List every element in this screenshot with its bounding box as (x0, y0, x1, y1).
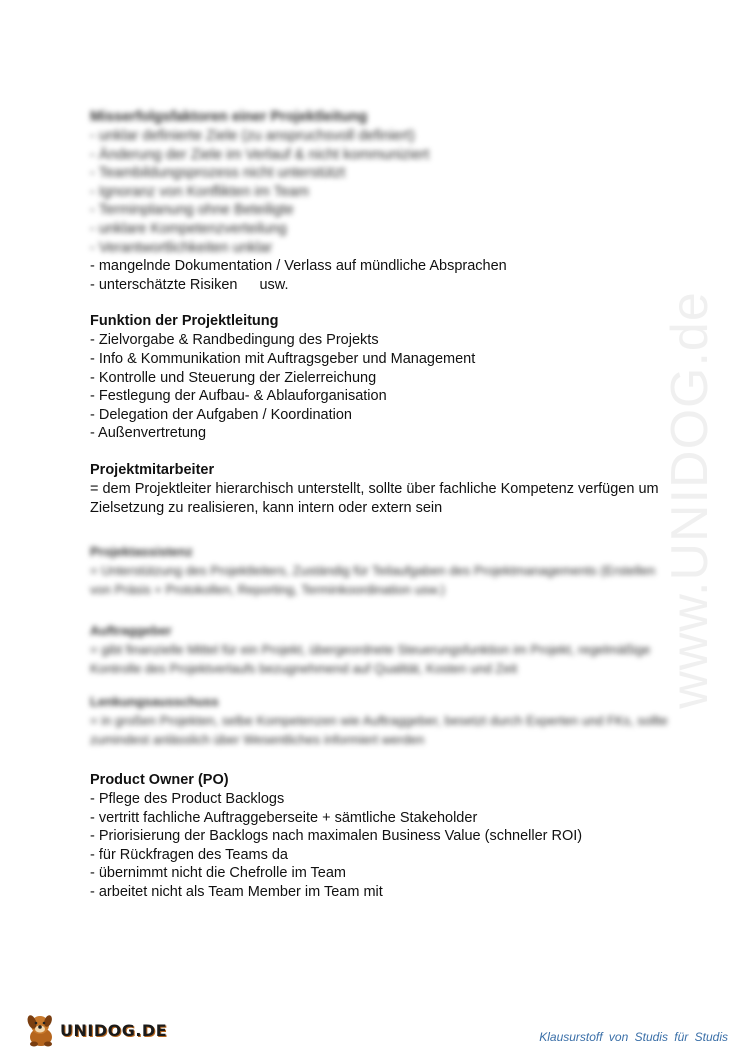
list-item: - mangelnde Dokumentation / Verlass auf mündliche Absprachen (90, 258, 507, 275)
list-item: - Terminplanung ohne Beteiligte (90, 202, 294, 219)
list-item: - Ignoranz von Konflikten im Team (90, 183, 309, 200)
list-item: - Verantwortlichkeiten unklar (90, 239, 273, 256)
section-product-owner (90, 771, 670, 902)
section-heading: Projektmitarbeiter (90, 461, 215, 478)
logo-text: UNIDOG.DE (60, 1020, 168, 1040)
list-item: - Zielvorgabe & Randbedingung des Projekts (90, 332, 379, 349)
section-paragraph: = gibt finanzielle Mittel für ein Projekt, übergeordnete Steuerungsfunktion im Projekt, regelmäßige Kontrolle des Projektverlaufs bezugnehmend auf Qualität, Kosten und Zeit (90, 641, 651, 676)
watermark-text: www.UNIDOG.de (661, 291, 719, 709)
section-heading: Projektassistenz (90, 543, 193, 559)
section-paragraph: = dem Projektleiter hierarchisch unterstellt, sollte über fachliche Kompetenz verfügen um Zielsetzung zu realisieren, kann intern oder extern sein (90, 480, 659, 516)
list-item: - vertritt fachliche Auftraggeberseite + sämtliche Stakeholder (90, 809, 478, 826)
section-projektmitarbeiter (90, 461, 670, 518)
section-auftraggeber (90, 621, 670, 678)
document-content (90, 108, 670, 919)
list-item: - unklare Kompetenzverteilung (90, 220, 287, 237)
section-heading: Misserfolgsfaktoren einer Projektleitung (90, 109, 368, 125)
list-item: - Pflege des Product Backlogs (90, 790, 285, 807)
section-funktion-projektleitung (90, 312, 670, 443)
section-heading: Auftraggeber (90, 622, 172, 638)
dog-mascot-icon (24, 1012, 58, 1048)
section-projektassistenz (90, 542, 670, 599)
section-heading: Funktion der Projektleitung (90, 313, 279, 330)
list-item: - Teambildungsprozess nicht unterstützt (90, 165, 346, 182)
list-item: - Außenvertretung (90, 425, 207, 442)
list-item: - Priorisierung der Backlogs nach maximalen Business Value (schneller ROI) (90, 828, 583, 845)
list-item: - unklar definierte Ziele (zu anspruchsvoll definiert) (90, 128, 415, 144)
list-item: - übernimmt nicht die Chefrolle im Team (90, 865, 346, 882)
list-item: - für Rückfragen des Teams da (90, 846, 288, 863)
list-item: - Festlegung der Aufbau- & Ablauforganisation (90, 388, 387, 405)
footer-tagline: Klausurstoff von Studis für Studis (539, 1030, 728, 1044)
section-heading: Product Owner (PO) (90, 771, 229, 788)
section-misserfolgsfaktoren (90, 108, 670, 294)
list-item: - Kontrolle und Steuerung der Zielerreichung (90, 369, 377, 386)
list-item: - Delegation der Aufgaben / Koordination (90, 406, 352, 423)
list-item-text: - unterschätzte Risiken (90, 276, 238, 293)
section-paragraph: = Unterstützung des Projektleiters, Zuständig für Teilaufgaben des Projektmanagements (Erstellen von Präsis + Protokollen, Reporting, Terminkoordination usw.) (90, 562, 656, 597)
list-item: - Änderung der Ziele im Verlauf & nicht kommuniziert (90, 146, 430, 163)
list-item: - Info & Kommunikation mit Auftragsgeber und Management (90, 350, 476, 367)
list-item-last (90, 276, 670, 295)
section-lenkungsausschuss (90, 692, 670, 749)
unidog-logo[interactable] (24, 1010, 167, 1050)
list-item-suffix: usw. (259, 276, 289, 293)
section-heading: Lenkungsausschuss (90, 693, 219, 709)
list-item: - arbeitet nicht als Team Member im Team mit (90, 883, 383, 900)
section-paragraph: = in großen Projekten, selbe Kompetenzen wie Auftraggeber, besetzt durch Experten und FKs, sollte zumindest anlässlich über Wesentliches informiert werden (90, 712, 668, 747)
